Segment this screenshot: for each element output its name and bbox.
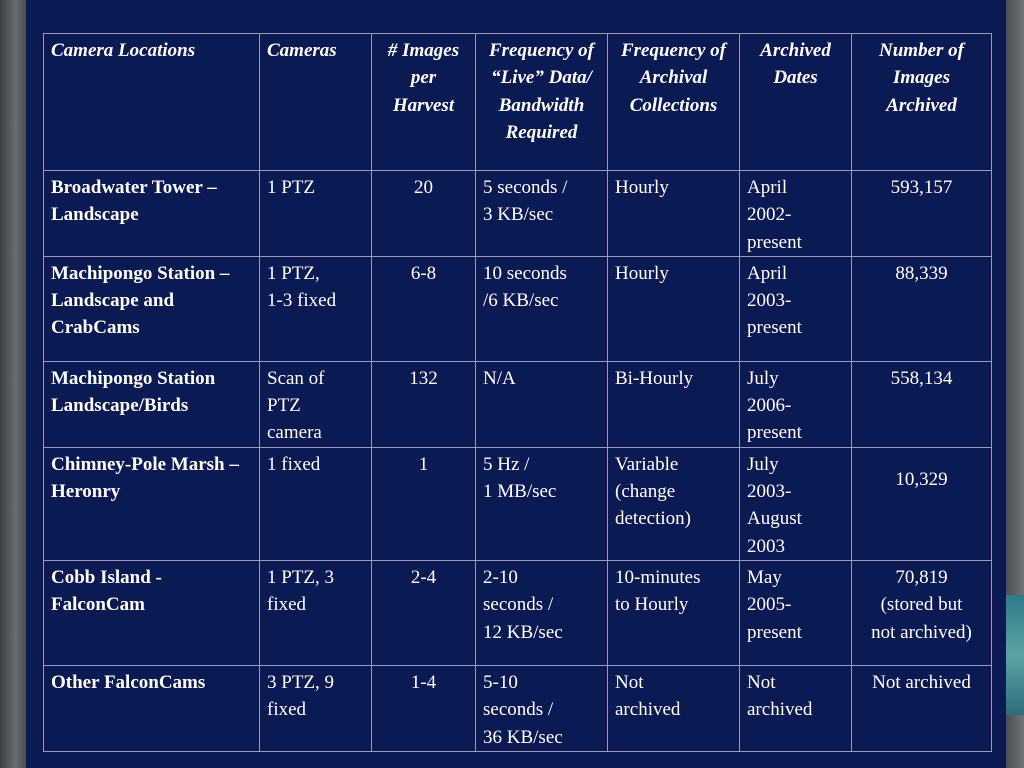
header-images-archived: Number of Images Archived xyxy=(852,34,992,171)
background-accent xyxy=(1006,595,1024,715)
cell-archived-dates: July 2006- present xyxy=(740,361,852,447)
header-archival-frequency: Frequency of Archival Collections xyxy=(608,34,740,171)
cell-archival-frequency: Hourly xyxy=(608,256,740,361)
cell-cameras: Scan of PTZ camera xyxy=(260,361,372,447)
cell-live-frequency: N/A xyxy=(476,361,608,447)
cell-archived-dates: Not archived xyxy=(740,665,852,751)
header-archived-dates: Archived Dates xyxy=(740,34,852,171)
cell-location: Broadwater Tower – Landscape xyxy=(44,171,260,257)
cell-location: Machipongo Station Landscape/Birds xyxy=(44,361,260,447)
header-camera-locations: Camera Locations xyxy=(44,34,260,171)
cell-cameras: 3 PTZ, 9 fixed xyxy=(260,665,372,751)
cell-images-per-harvest: 1 xyxy=(372,447,476,560)
cell-cameras: 1 fixed xyxy=(260,447,372,560)
cell-archived-dates: April 2002- present xyxy=(740,171,852,257)
table-row xyxy=(44,361,992,447)
cell-images-archived: 593,157 xyxy=(852,171,992,257)
table-row xyxy=(44,256,992,361)
cell-archived-dates: April 2003- present xyxy=(740,256,852,361)
cell-location: Machipongo Station – Landscape and CrabCams xyxy=(44,256,260,361)
header-cameras: Cameras xyxy=(260,34,372,171)
header-live-frequency: Frequency of “Live” Data/ Bandwidth Required xyxy=(476,34,608,171)
cell-cameras: 1 PTZ, 1-3 fixed xyxy=(260,256,372,361)
cell-location: Cobb Island - FalconCam xyxy=(44,560,260,665)
table-row xyxy=(44,447,992,560)
cell-images-archived: 70,819 (stored but not archived) xyxy=(852,560,992,665)
cell-archived-dates: May 2005- present xyxy=(740,560,852,665)
background-frame-left xyxy=(0,0,26,768)
header-images-per-harvest: # Images per Harvest xyxy=(372,34,476,171)
header-row xyxy=(44,34,992,171)
slide xyxy=(26,0,1006,768)
cell-archived-dates: July 2003- August 2003 xyxy=(740,447,852,560)
cell-live-frequency: 5 Hz / 1 MB/sec xyxy=(476,447,608,560)
cell-archival-frequency: Bi-Hourly xyxy=(608,361,740,447)
cell-images-per-harvest: 2-4 xyxy=(372,560,476,665)
cell-cameras: 1 PTZ, 3 fixed xyxy=(260,560,372,665)
cell-images-archived: 558,134 xyxy=(852,361,992,447)
cell-location: Other FalconCams xyxy=(44,665,260,751)
table-row xyxy=(44,665,992,751)
camera-table xyxy=(43,33,992,752)
cell-archival-frequency: Hourly xyxy=(608,171,740,257)
cell-live-frequency: 10 seconds /6 KB/sec xyxy=(476,256,608,361)
cell-cameras: 1 PTZ xyxy=(260,171,372,257)
cell-images-per-harvest: 132 xyxy=(372,361,476,447)
cell-location: Chimney-Pole Marsh – Heronry xyxy=(44,447,260,560)
cell-archival-frequency: Variable (change detection) xyxy=(608,447,740,560)
cell-archival-frequency: Not archived xyxy=(608,665,740,751)
cell-images-per-harvest: 6-8 xyxy=(372,256,476,361)
table-row xyxy=(44,171,992,257)
table-row xyxy=(44,560,992,665)
cell-live-frequency: 5 seconds / 3 KB/sec xyxy=(476,171,608,257)
cell-images-archived: Not archived xyxy=(852,665,992,751)
background-frame-right xyxy=(1006,0,1024,768)
cell-images-archived: 10,329 xyxy=(852,447,992,560)
cell-live-frequency: 5-10 seconds / 36 KB/sec xyxy=(476,665,608,751)
cell-archival-frequency: 10-minutes to Hourly xyxy=(608,560,740,665)
cell-images-per-harvest: 1-4 xyxy=(372,665,476,751)
cell-images-per-harvest: 20 xyxy=(372,171,476,257)
cell-images-archived: 88,339 xyxy=(852,256,992,361)
cell-live-frequency: 2-10 seconds / 12 KB/sec xyxy=(476,560,608,665)
